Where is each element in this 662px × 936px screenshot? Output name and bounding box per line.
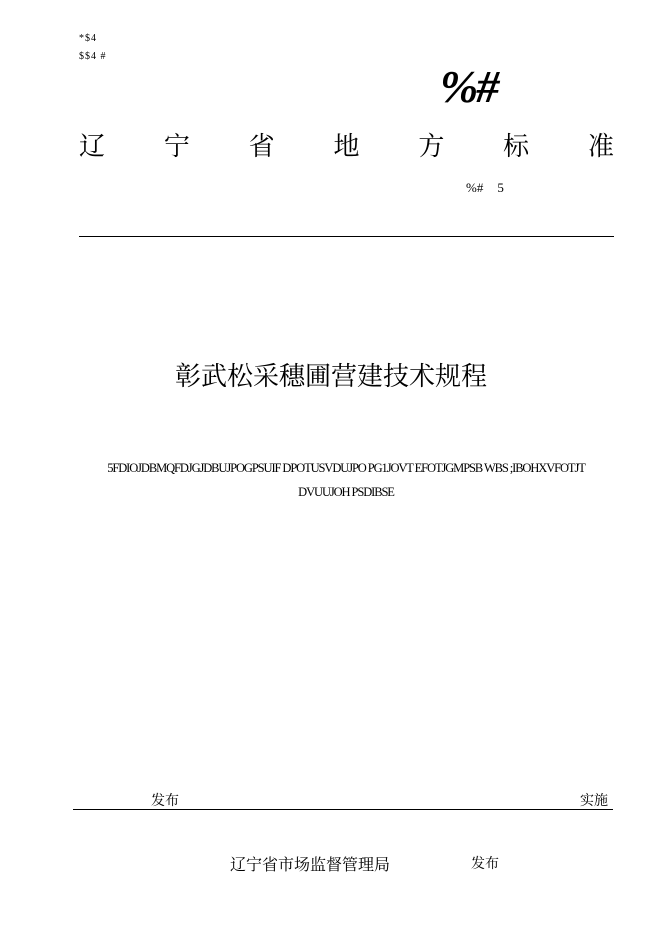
english-title-line: 5FDIOJDBMQFDJGJDBUJPOGPSUIF DPOTUSVDUJPO PG1JOVT EFOTJGMPSB WBS ;IBOHXVFOTJT (107, 461, 585, 475)
standard-type-char: 辽 (79, 132, 106, 162)
standard-code-prefix: %# (466, 180, 484, 195)
standard-code-number: 5 (497, 180, 504, 195)
issue-date-label: 发布 (151, 793, 179, 809)
standard-type-char: 宁 (163, 132, 190, 162)
issuing-authority: 辽宁省市场监督管理局 (230, 855, 391, 874)
db-standard-mark: %# (440, 61, 498, 112)
standard-type-char: 省 (248, 132, 275, 162)
header-divider (79, 236, 614, 237)
document-title: 彰武松采穗圃营建技术规程 (174, 362, 487, 392)
standard-type-char: 方 (418, 132, 445, 162)
implementation-date-label: 实施 (580, 793, 608, 809)
standard-type-char: 标 (503, 132, 530, 162)
standard-type-char: 准 (587, 132, 614, 162)
standard-type-heading (79, 126, 614, 163)
ccs-code: $$4 # (79, 51, 107, 62)
standard-type-char: 地 (333, 132, 360, 162)
english-title-line: DVUUJOH PSDIBSE (298, 485, 394, 499)
issuing-authority-suffix: 发布 (471, 856, 499, 872)
standard-code (466, 180, 504, 196)
footer-divider (73, 809, 613, 810)
document-title-english (76, 456, 616, 504)
ics-code: *$4 (79, 33, 97, 44)
